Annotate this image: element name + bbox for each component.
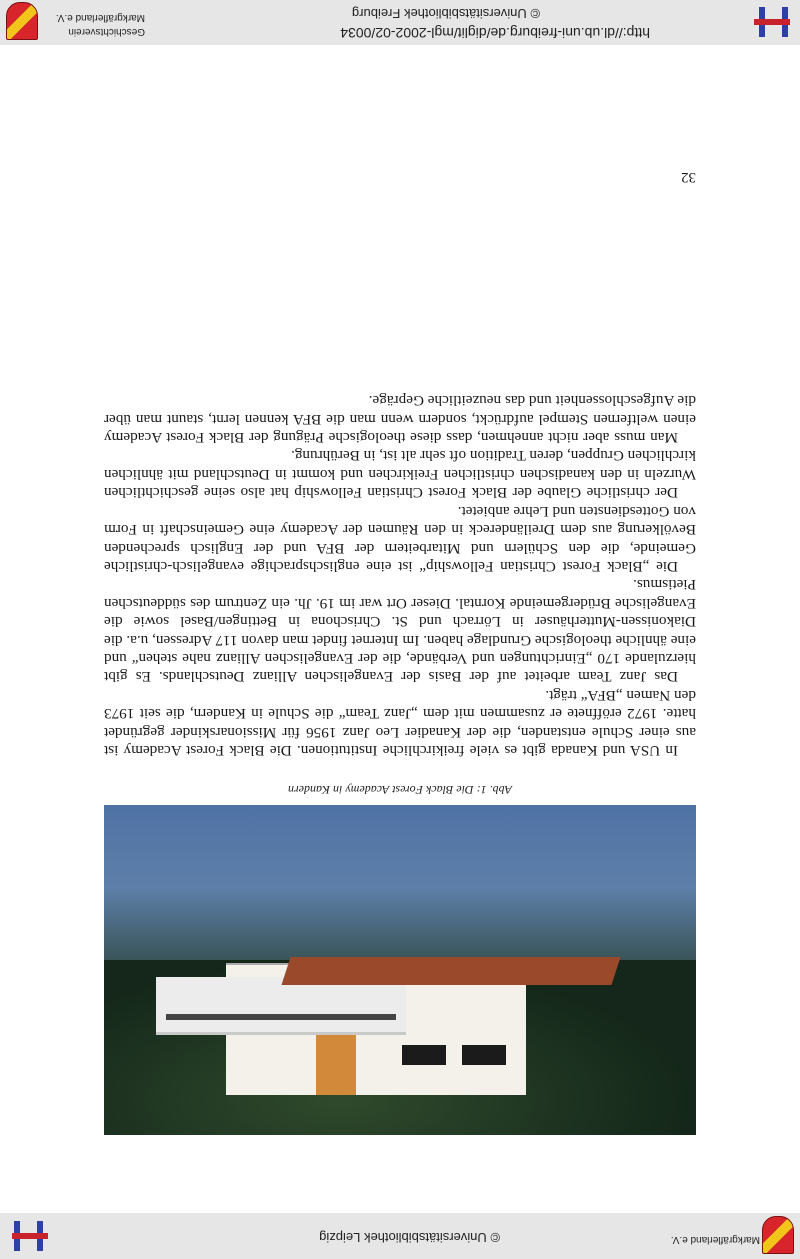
building-roof — [281, 957, 620, 985]
page-number: 32 — [681, 169, 696, 185]
footer-copyright: © Universitätsbibliothek Freiburg — [351, 6, 540, 21]
society-crest-icon — [6, 2, 38, 40]
header-society: Markgräflerland e.V. — [670, 1234, 760, 1245]
academy-photo — [104, 805, 696, 1135]
figure-caption: Abb. 1: Die Black Forest Academy in Kandern — [288, 783, 512, 797]
header-copyright: © Universitätsbibliothek Leipzig — [319, 1230, 500, 1245]
society-crest-icon — [762, 1216, 794, 1254]
paragraph: Das Janz Team arbeitet auf der Basis der Evangelischen Allianz Deutschlands. Es gibt hierzulande 170 „Einrichtungen und Verbände, die der Evangelischen Allianz nahe stehen“ und eine ähnliche theologische Grundlage haben. Im Internet findet man davon 117 Adressen, u.a. die Diakonissen-Mutterhäuser in Lörrach und St. Chrischona in Bettingen/Basel sowie die Evangelische Brüdergemeinde Korntal. Dieser Ort war im 19. Jh. ein Zentrum des süddeutschen Pietismus. — [104, 576, 696, 686]
library-logo-mark — [754, 19, 790, 25]
footer-band — [0, 0, 800, 45]
footer-society-line2: Markgräflerland e.V. — [55, 12, 145, 23]
paragraph: Der christliche Glaube der Black Forest Christian Fellowship hat also seine geschichtlichen Wurzeln in den kanadischen christlichen Freikirchen und kommt in Deutschland mit ähnlichen kirchlichen Gruppen, deren Tradition oft sehr alt ist, in Berührung. — [104, 447, 696, 502]
library-logo-mark — [12, 1233, 48, 1239]
footer-society-line1: Geschichtsverein — [68, 26, 145, 37]
footer-url[interactable]: http://dl.ub.uni-freiburg.de/diglit/mgl-2002-02/0034 — [340, 25, 650, 41]
paragraph: Man muss aber nicht annehmen, dass diese theologische Prägung der Black Forest Academy einen weltfernen Stempel aufdrückt, sondern wenn man die BFA kennen lernt, staunt man über die Aufgeschlossenheit und das neuzeitliche Gepräge. — [104, 392, 696, 447]
building-window — [402, 1045, 446, 1065]
article-text — [104, 391, 696, 759]
building-window-band — [166, 1014, 396, 1020]
building-window — [462, 1045, 506, 1065]
paragraph: Die „Black Forest Christian Fellowship“ ist eine englischsprachige evangelisch-christliche Gemeinde, die den Schülern und Mitarbeitern der BFA und der Englisch sprechenden Bevölkerung aus dem Dreiländereck in den Räumen der Academy eine Gemeinschaft in Form von Gottesdiensten und Lehre anbietet. — [104, 502, 696, 575]
paragraph: In USA und Kanada gibt es viele freikirchliche Institutionen. Die Black Forest Academy ist aus einer Schule entstanden, die der Kanadier Leo Janz 1956 für Missionarskinder gegründet hatte. 1972 eröffnete er zusammen mit dem „Janz Team“ die Schule in Kandern, die seit 1973 den Namen „BFA“ trägt. — [104, 686, 696, 759]
building-wing — [156, 977, 406, 1035]
header-band — [0, 1213, 800, 1259]
